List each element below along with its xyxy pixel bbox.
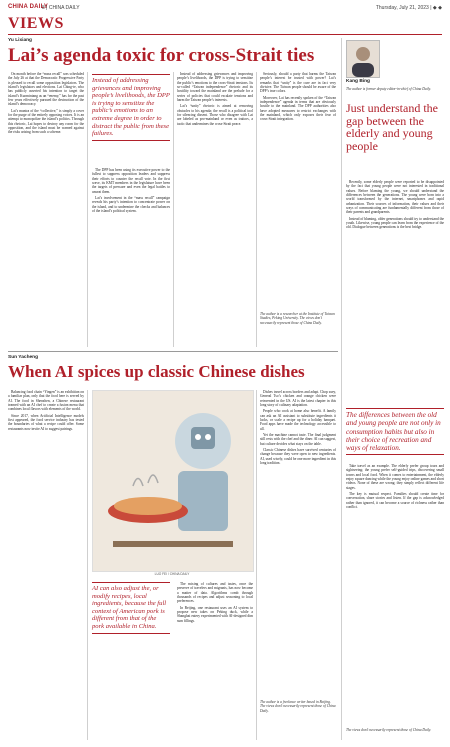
article2-paragraph: The mixing of cultures and tastes, once the preserve of travelers and migrants, has now become a matter of data. Algorithms comb through thousands of recipes and adjust seasoning to local preferences. <box>177 582 253 604</box>
article2-column-3 <box>177 582 253 740</box>
article1-paragraph: Instead of addressing grievances and improving people’s livelihoods, the DPP is trying to sensitize the public’s emotions to the cross-Strait tensions. Its so-called “Taiwan independence” rhetoric and its hostility toward the mainland are the prelude for a series of policies that could escalate tensions and harm the Taiwan people’s interests. <box>177 72 253 103</box>
sidebar-column-1 <box>346 180 444 402</box>
sidebar-footnote: The views don’t necessarily represent those of China Daily. <box>346 728 432 732</box>
article1-column-4 <box>260 72 336 307</box>
article1-column-1 <box>8 72 84 347</box>
page-header <box>8 3 442 15</box>
article1-paragraph: Seriously, should a party that harms the Taiwan people’s interest be trusted with power? Lai’s remarks that “unity” is the cure are in fact very divisive. The Taiwan people should be aware of the DPP’s true colors. <box>260 72 336 94</box>
page-number: 8 | CHINA DAILY <box>42 5 80 11</box>
article1-byline: Yu Lixiang <box>8 38 32 43</box>
sidebar-paragraph: Take travel as an example. The elderly prefer group tours and sightseeing; the young prefer self-guided trips, discovering small towns and local food. When it comes to entertainment, the elderly enjoy square dancing while the young enjoy online games and short videos. None of these are wrong; they simply reflect different life stages. <box>346 464 444 490</box>
sidebar-paragraph: Recently, some elderly people were reported to be disappointed by the fact that young people were not interested in traditional values. Before blaming the young, we should understand the differences between the generations. The young were born into a world transformed by the internet, smartphones and rapid urbanization. Their sources of information, their values and their ways of communicating are fundamentally different from those of their parents and grandparents. <box>346 180 444 215</box>
newspaper-logo: CHINA DAILY <box>8 4 49 10</box>
article2-paragraph: In Beijing, one restaurant uses an AI system to propose new takes on Peking duck, while a Shanghai eatery experimented with AI-designed dim sum fillings. <box>177 605 253 623</box>
article2-column-4 <box>260 390 336 680</box>
column-divider <box>87 390 88 740</box>
article1-paragraph: Lai’s involvement in the “mass recall” campaign reveals his party’s intention to concentrate power on the island, and to undermine the checks and balances of the island’s political system. <box>92 196 170 214</box>
article1-headline: Lai’s agenda toxic for cross-Strait ties <box>8 45 315 66</box>
article1-paragraph: Moreover, Lai has recently spoken of the “Taiwan independence” agenda in terms that are obviously hostile to the mainland. The DPP authorities also have adopted measures to restrict exchanges with the mainland, which only exposes their fear of cross-Strait integration. <box>260 95 336 122</box>
article2-paragraph: Yet the machine cannot taste. The final judgment still rests with the chef and the diner. AI can suggest, but culture decides what stays on the table. <box>260 433 336 446</box>
article1-paragraph: Lai’s “unity” rhetoric is aimed at removing obstacles to his agenda; the recall is a political tool for silencing dissent. Those who disagree with Lai are labeled as pro-mainland or even as traitors, a tactic that undermines the cross-Strait peace. <box>177 104 253 126</box>
illustration <box>92 390 254 572</box>
sidebar-author-note: The author is former deputy editor-in-chief of China Daily. <box>346 87 431 91</box>
author-portrait <box>346 40 380 78</box>
article2-paragraph: Since 2017, when Artificial Intelligence models first appeared, the food service industry has tested the boundaries of what a recipe could offer. Some restaurants now invite AI to suggest pairings. <box>8 413 84 431</box>
section-rule <box>8 34 442 35</box>
illustration-caption: LUO FEI / CHINA DAILY <box>154 572 190 576</box>
article1-column-2 <box>92 168 170 347</box>
article2-pull-quote: AI can also adjust the, or modify recipes, local ingredients, because the full context of American pork is different from that of the pork available in China. <box>92 582 170 634</box>
section-title: VIEWS <box>8 15 64 32</box>
article2-paragraph: Classic Chinese dishes have survived centuries of change because they were open to new ingredients. AI, used wisely, could be one more ingredient in this long tradition. <box>260 448 336 466</box>
issue-date: Thursday, July 21, 2023 | ◆ ◆ <box>375 5 442 11</box>
sidebar-column-2 <box>346 464 444 724</box>
article2-column-1 <box>8 390 84 740</box>
article1-column-3 <box>177 72 253 347</box>
article2-author-note: The author is a freelance writer based in Beijing. The views don’t necessarily represent those of China Daily. <box>260 700 336 713</box>
ai-chef-illustration <box>93 391 253 571</box>
article-divider <box>8 351 338 352</box>
article1-paragraph: On month before the “mass recall” was scheduled the July 26 at that the Democratic Progressive Party is pleased to recall some opposition legislators. The island’s legislators and elections. Lai Ching-te, who has publicly asserted his intention to target the island’s Kuomintang as an “enemy,” has for the past few years effectively pursued the destruction of the island’s democracy. <box>8 72 84 107</box>
article2-headline: When AI spices up classic Chinese dishes <box>8 362 305 381</box>
sidebar-paragraph: Instead of blaming, older generations should try to understand the youth. Likewise, young people can learn from the experience of the old. Dialogue between generations is the best bridge. <box>346 216 444 230</box>
portrait-icon <box>347 41 379 77</box>
article2-paragraph: Dishes travel across borders and adapt. Chop suey, General Tso’s chicken and orange chicken were reinvented in the US. AI is the latest chapter in this long story of culinary adaptation. <box>260 390 336 408</box>
sidebar-author-name: Kang Bing <box>346 79 370 84</box>
column-divider <box>173 72 174 347</box>
column-divider <box>256 72 257 347</box>
sidebar-headline: Just understand the gap between the elderly and young people <box>346 101 438 153</box>
column-divider <box>256 390 257 740</box>
article2-byline: Sun Yacheng <box>8 355 39 360</box>
column-divider <box>87 72 88 347</box>
article1-paragraph: Lai’s mantra of the “collective,” is simply a cover for the purge of the entirely opposing voices. It is an attempt to monopolize the island’s politics. Through this rhetoric, Lai hopes to destroy any room for the opposition, and the island must be warned against the risks arising from such a scheme. <box>8 108 84 135</box>
sidebar-paragraph: The key is mutual respect. Families should create time for conversation, share stories and listen. If the gap is acknowledged rather than ignored, it can become a source of richness rather than conflict. <box>346 492 444 510</box>
sidebar-pull-quote: The differences between the old and young people are not only in consumption habits but also in their choice of recreation and ways of relaxation. <box>346 408 444 455</box>
article1-paragraph: The DPP has been using its executive power to the fullest to suppress opposition leaders and suppress their efforts to counter the recall vote. In the first wave, its KMT members in the legislature have been the targets of pressure and even the legal battles to unseat them. <box>92 168 170 194</box>
article2-paragraph: People who cook at home also benefit. A family can ask an AI assistant to substitute ingredients it lacks, or scale a recipe up for a holiday banquet. Food apps have made the technology accessible to all. <box>260 409 336 431</box>
article1-pull-quote: Instead of addressing grievances and improving people’s livelihoods, the DPP is trying to sensitize the public’s emotions to an extreme degree in order to distract the public from these failures. <box>92 74 170 141</box>
article2-paragraph: Balancing food chain “Yingen” is an exhibition on a familiar plan, only that the food here is served by AI. The food in Shenzhen, a Chinese restaurant teamed with an AI chef to create a fusion menu that combines local flavors with elements of the world. <box>8 390 84 412</box>
article1-author-note: The author is a researcher at the Institute of Taiwan Studies, Peking University. The views don’t necessarily represent those of China Daily. <box>260 312 335 325</box>
sidebar-divider <box>341 38 342 740</box>
